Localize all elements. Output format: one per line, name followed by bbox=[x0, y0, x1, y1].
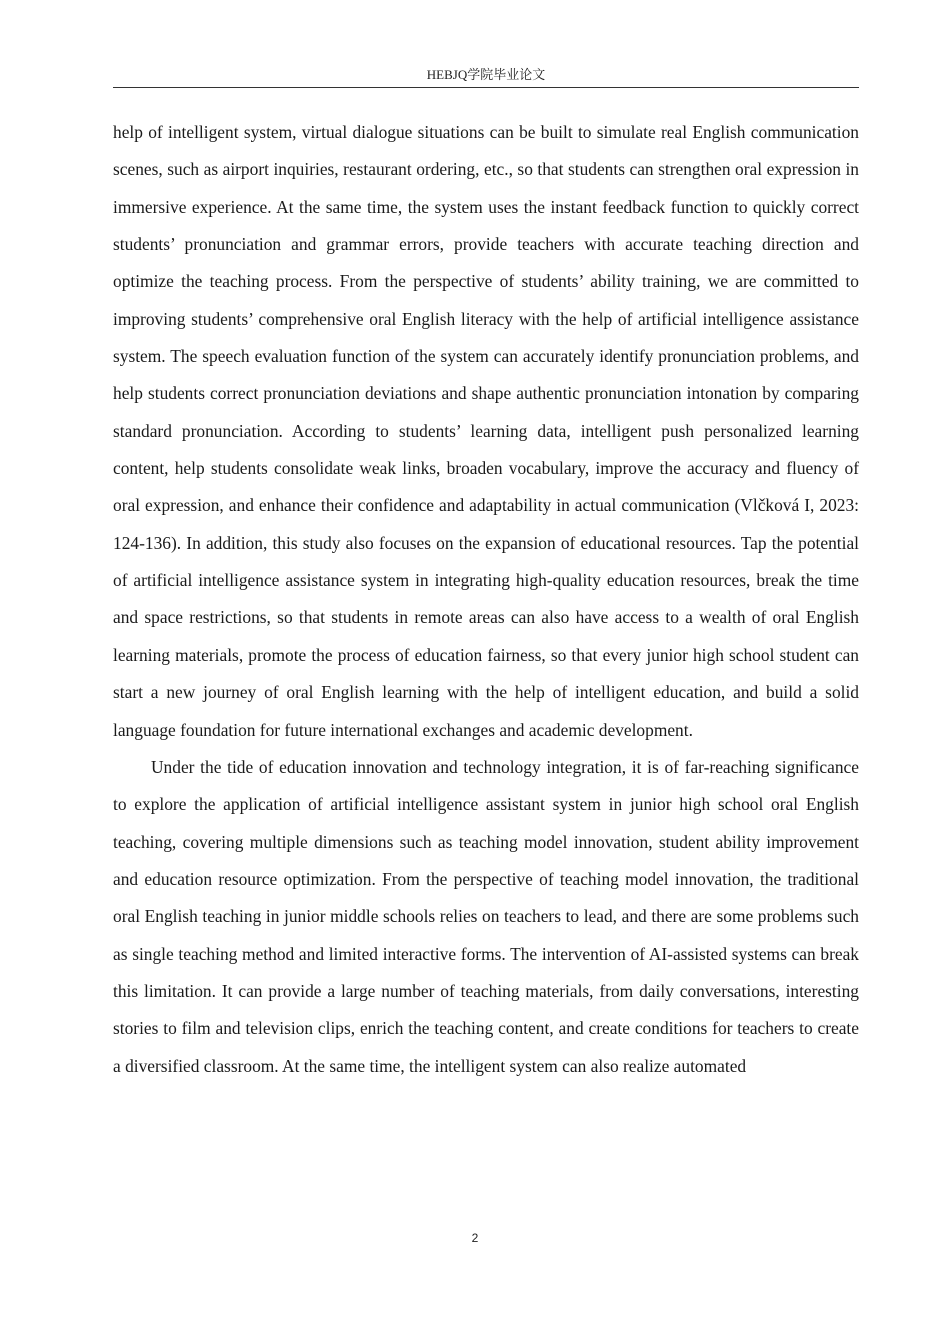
paragraph: Under the tide of education innovation and technology integration, it is of far-reaching significance to explore the application of artificial intelligence assistant system in junior high school oral English teaching, covering multiple dimensions such as teaching model innovation, student ability improvement and education resource optimization. From the perspective of teaching model innovation, the traditional oral English teaching in junior middle schools relies on teachers to lead, and there are some problems such as single teaching method and limited interactive forms. The intervention of AI-assisted systems can break this limitation. It can provide a large number of teaching materials, from daily conversations, interesting stories to film and television clips, enrich the teaching content, and create conditions for teachers to create a diversified classroom. At the same time, the intelligent system can also realize automated bbox=[113, 756, 859, 1076]
paragraph-continued: help of intelligent system, virtual dialogue situations can be built to simulate real English communication scenes, such as airport inquiries, restaurant ordering, etc., so that students can strengthen oral expression in immersive experience. At the same time, the system uses the instant feedback function to quickly correct students’ pronunciation and grammar errors, provide teachers with accurate teaching direction and optimize the teaching process. From the perspective of students’ ability training, we are committed to improving students’ comprehensive oral English literacy with the help of artificial intelligence assistance system. The speech evaluation function of the system can accurately identify pronunciation problems, and help students correct pronunciation deviations and shape authentic pronunciation intonation by comparing standard pronunciation. According to students’ learning data, intelligent push personalized learning content, help students consolidate weak links, broaden vocabulary, improve the accuracy and fluency of oral expression, and enhance their confidence and adaptability in actual communication (Vlčková I, 2023: 124-136). In addition, this study also focuses on the expansion of educational resources. Tap the potential of artificial intelligence assistance system in integrating high-quality education resources, break the time and space restrictions, so that students in remote areas can also have access to a wealth of oral English learning materials, promote the process of education fairness, so that every junior high school student can start a new journey of oral English learning with the help of intelligent education, and build a solid language foundation for future international exchanges and academic development. bbox=[113, 122, 859, 740]
page-number: 2 bbox=[471, 1231, 479, 1245]
header-divider bbox=[113, 87, 859, 88]
running-header: HEBJQ学院毕业论文 bbox=[426, 67, 546, 82]
body-text bbox=[113, 114, 859, 1085]
